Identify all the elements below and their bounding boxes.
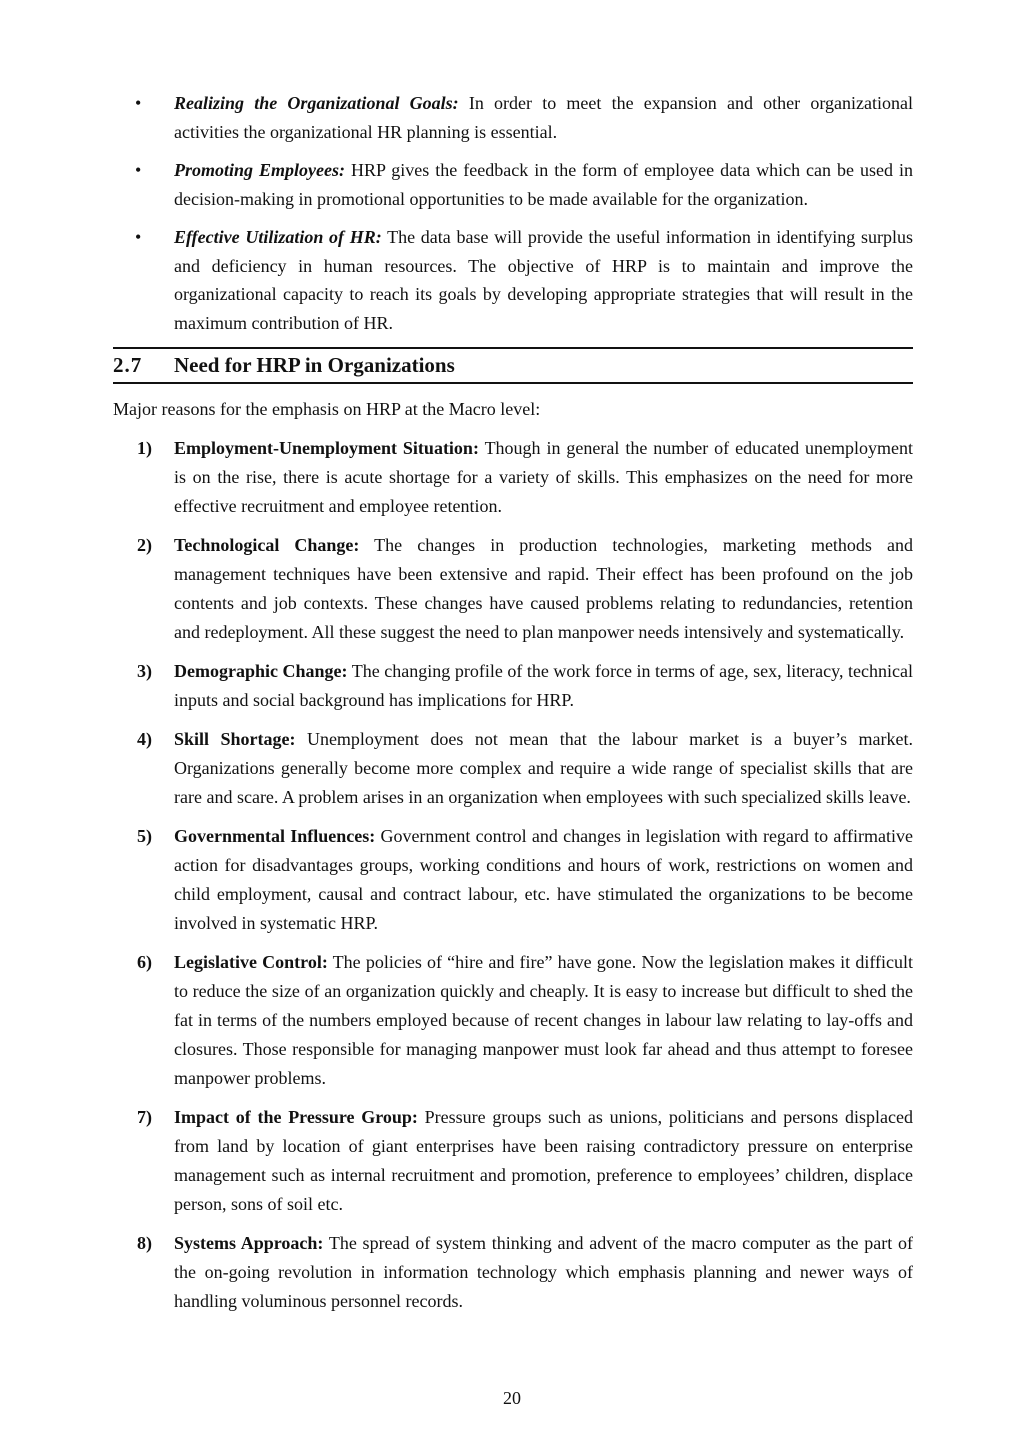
bullet-term: Realizing the Organizational Goals: bbox=[174, 93, 459, 113]
section-number: 2.7 bbox=[113, 353, 143, 377]
list-term: Technological Change: bbox=[174, 534, 360, 555]
bullet-text: The data base will provide the useful information in identifying surplus and deficiency in human resources. The objective of HRP is to maintain and improve the organizational capacity to reach its goals by developing appropriate strategies that will result in the maximum contribution of HR. bbox=[174, 227, 913, 333]
list-text: Though in general the number of educated unemployment is on the rise, there is acute shortage for a variety of skills. This emphasizes on the need for more effective recruitment and employee retention. bbox=[174, 437, 913, 516]
bullet-text: HRP gives the feedback in the form of employee data which can be used in decision-making in promotional opportunities to be made available for the organization. bbox=[174, 160, 913, 209]
list-text: The policies of “hire and fire” have gone. Now the legislation makes it difficult to reduce the size of an organization quickly and cheaply. It is easy to increase but difficult to shed the fat in terms of the numbers employed because of recent changes in labour law relating to lay-offs and closures. Those responsible for managing manpower must look far ahead and thus attempt to foresee manpower problems. bbox=[174, 951, 913, 1088]
reasons-numbered-list bbox=[113, 434, 913, 1316]
list-item-demographic-change bbox=[113, 657, 913, 715]
list-text: The changes in production technologies, marketing methods and management techniques have been extensive and rapid. Their effect has been profound on the job contents and job contexts. These changes have caused problems relating to redundancies, retention and redeployment. All these suggest the need to plan manpower needs intensively and systematically. bbox=[174, 534, 913, 642]
list-item-technological-change bbox=[113, 531, 913, 647]
list-term: Legislative Control: bbox=[174, 951, 328, 972]
objectives-bullet-list bbox=[113, 89, 913, 337]
list-marker: 7) bbox=[137, 1106, 152, 1127]
section-title: Need for HRP in Organizations bbox=[174, 353, 455, 377]
list-marker: 6) bbox=[137, 951, 152, 972]
list-term: Governmental Influences: bbox=[174, 825, 376, 846]
list-item-legislative-control bbox=[113, 948, 913, 1093]
bullet-dot-icon: • bbox=[135, 160, 142, 180]
list-text: Government control and changes in legislation with regard to affirmative action for disadvantages groups, working conditions and hours of work, restrictions on women and child employment, causal and contract labour, etc. have stimulated the organizations to be become involved in systematic HRP. bbox=[174, 825, 913, 933]
list-marker: 2) bbox=[137, 534, 152, 555]
list-item-systems-approach bbox=[113, 1229, 913, 1316]
bullet-dot-icon: • bbox=[135, 227, 142, 247]
list-marker: 8) bbox=[137, 1232, 152, 1253]
list-term: Systems Approach: bbox=[174, 1232, 324, 1253]
list-marker: 3) bbox=[137, 660, 152, 681]
bullet-item-effective-utilization bbox=[113, 223, 913, 337]
list-item-pressure-group bbox=[113, 1103, 913, 1219]
page-number: 20 bbox=[503, 1388, 521, 1408]
list-text: The changing profile of the work force in terms of age, sex, literacy, technical inputs and social background has implications for HRP. bbox=[174, 660, 913, 710]
bullet-item-organizational-goals bbox=[113, 89, 913, 146]
bullet-term: Effective Utilization of HR: bbox=[174, 227, 382, 247]
list-term: Impact of the Pressure Group: bbox=[174, 1106, 418, 1127]
section-heading bbox=[113, 347, 913, 384]
list-term: Employment-Unemployment Situation: bbox=[174, 437, 479, 458]
list-item-employment-situation bbox=[113, 434, 913, 521]
list-marker: 4) bbox=[137, 728, 152, 749]
list-marker: 1) bbox=[137, 437, 152, 458]
list-marker: 5) bbox=[137, 825, 152, 846]
list-term: Skill Shortage: bbox=[174, 728, 296, 749]
list-item-skill-shortage bbox=[113, 725, 913, 812]
section-intro: Major reasons for the emphasis on HRP at the Macro level: bbox=[113, 399, 541, 419]
bullet-dot-icon: • bbox=[135, 93, 142, 113]
list-text: The spread of system thinking and advent of the macro computer as the part of the on-going revolution in information technology which emphasis planning and newer ways of handling voluminous personnel records. bbox=[174, 1232, 913, 1311]
bullet-item-promoting-employees bbox=[113, 156, 913, 213]
document-page bbox=[113, 89, 913, 1326]
list-text: Unemployment does not mean that the labour market is a buyer’s market. Organizations generally become more complex and require a wide range of specialist skills that are rare and scare. A problem arises in an organization when employees with such specialized skills leave. bbox=[174, 728, 914, 807]
list-term: Demographic Change: bbox=[174, 660, 348, 681]
bullet-term: Promoting Employees: bbox=[174, 160, 345, 180]
list-item-governmental-influences bbox=[113, 822, 913, 938]
list-text: Pressure groups such as unions, politicians and persons displaced from land by location of giant enterprises have been raising contradictory pressure on enterprise management such as internal recruitment and promotion, preference to employees’ children, displace person, sons of soil etc. bbox=[174, 1106, 913, 1214]
bullet-text: In order to meet the expansion and other organizational activities the organizational HR planning is essential. bbox=[174, 93, 913, 142]
